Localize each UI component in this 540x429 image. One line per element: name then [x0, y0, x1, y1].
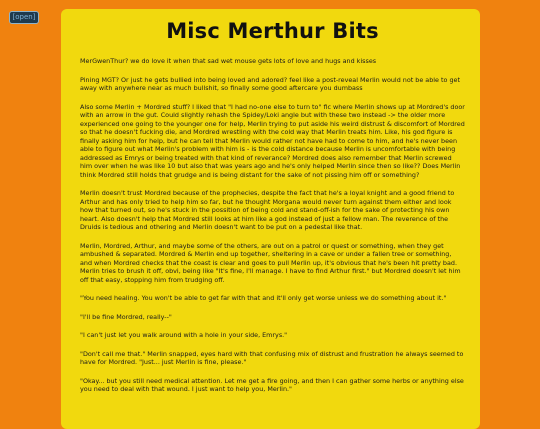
post-title: Misc Merthur Bits — [166, 19, 379, 43]
paragraph-5: Merlin, Mordred, Arthur, and maybe some of the others, are out on a patrol or quest or something, when they get ambushed & separated. Mordred & Merlin end up together, sheltering in a cave or under a fallen tree or something, and when Mordred checks that the coast is clear and goes to pull Merlin up, it's obvious that he's been hit pretty bad. Merlin tries to brush it off, obvi, being like "It's fine, I'll manage. I have to find Arthur first." but Mordred doesn't let him off that easy, stopping him from trudging off. — [80, 241, 461, 284]
paragraph-6: "You need healing. You won't be able to get far with that and it'll only get worse unless we do something about it." — [80, 294, 447, 302]
paragraph-8: "I can't just let you walk around with a hole in your side, Emrys." — [80, 331, 288, 339]
post-card — [61, 9, 480, 429]
paragraph-3: Also some Merlin + Mordred stuff? I liked that "I had no-one else to turn to" fic where Merlin shows up at Mordred's door with an arrow in the gut. Could slightly rehash the Spidey/Loki angle but with these two instead -> the older more experienced one going to the younger one for help, Merlin trying to put aside his weird distrust & discomfort of Mordred so that he doesn't fucking die, and Mordred wrestling with the cold way that Merlin treats him. Like, his god figure is finally asking him for help, but he can tell that Merlin would rather not have had to come to him, and he's never been able to figure out what Merlin's problem with him is - is the cold distance because Merlin is uncomfortable with being addressed as Emrys or being treated with that kind of reverance? Mordred does also remember that Merlin screwed him over when he was like 10 but also that was years ago and he's only helped Merlin since then so like?? Does Merlin think Mordred still holds that grudge and is being distant for the sake of not pissing him off or something? — [80, 102, 465, 179]
open-button[interactable]: [open] — [9, 11, 39, 24]
paragraph-2: Pining MGT? Or just he gets bullied into being loved and adored? feel like a post-reveal Merlin would not be able to get away with anywhere near as much bullshit, so finally some good aftercare you dumbass — [80, 75, 460, 92]
paragraph-10: "Okay... but you still need medical attention. Let me get a fire going, and then I can gather some herbs or anything else you need to deal with that wound. I just want to help you, Merlin." — [80, 376, 464, 393]
paragraph-7: "I'll be fine Mordred, really--" — [80, 312, 172, 321]
paragraph-4: Merlin doesn't trust Mordred because of the prophecies, despite the fact that he's a loyal knight and a good friend to Arthur and has only tried to help him so far, but he thought Morgana would never turn against them either and look how that turned out, so he's stuck in the possition of being cold and stand-off-ish for the sake of protecting his own heart. Also doesn't help that Mordred still looks at him like a god instead of just a fellow man. The reverence of the Druids is tedious and othering and Merlin doesn't want to be put on a pedestal like that. — [80, 189, 455, 231]
paragraph-1: MerGwenThur? we do love it when that sad wet mouse gets lots of love and hugs and kisses — [80, 57, 377, 65]
paragraph-9: "Don't call me that." Merlin snapped, eyes hard with that confusing mix of distrust and frustration he always seemed to have for Mordred. "Just... just Merlin is fine, please." — [80, 349, 464, 366]
